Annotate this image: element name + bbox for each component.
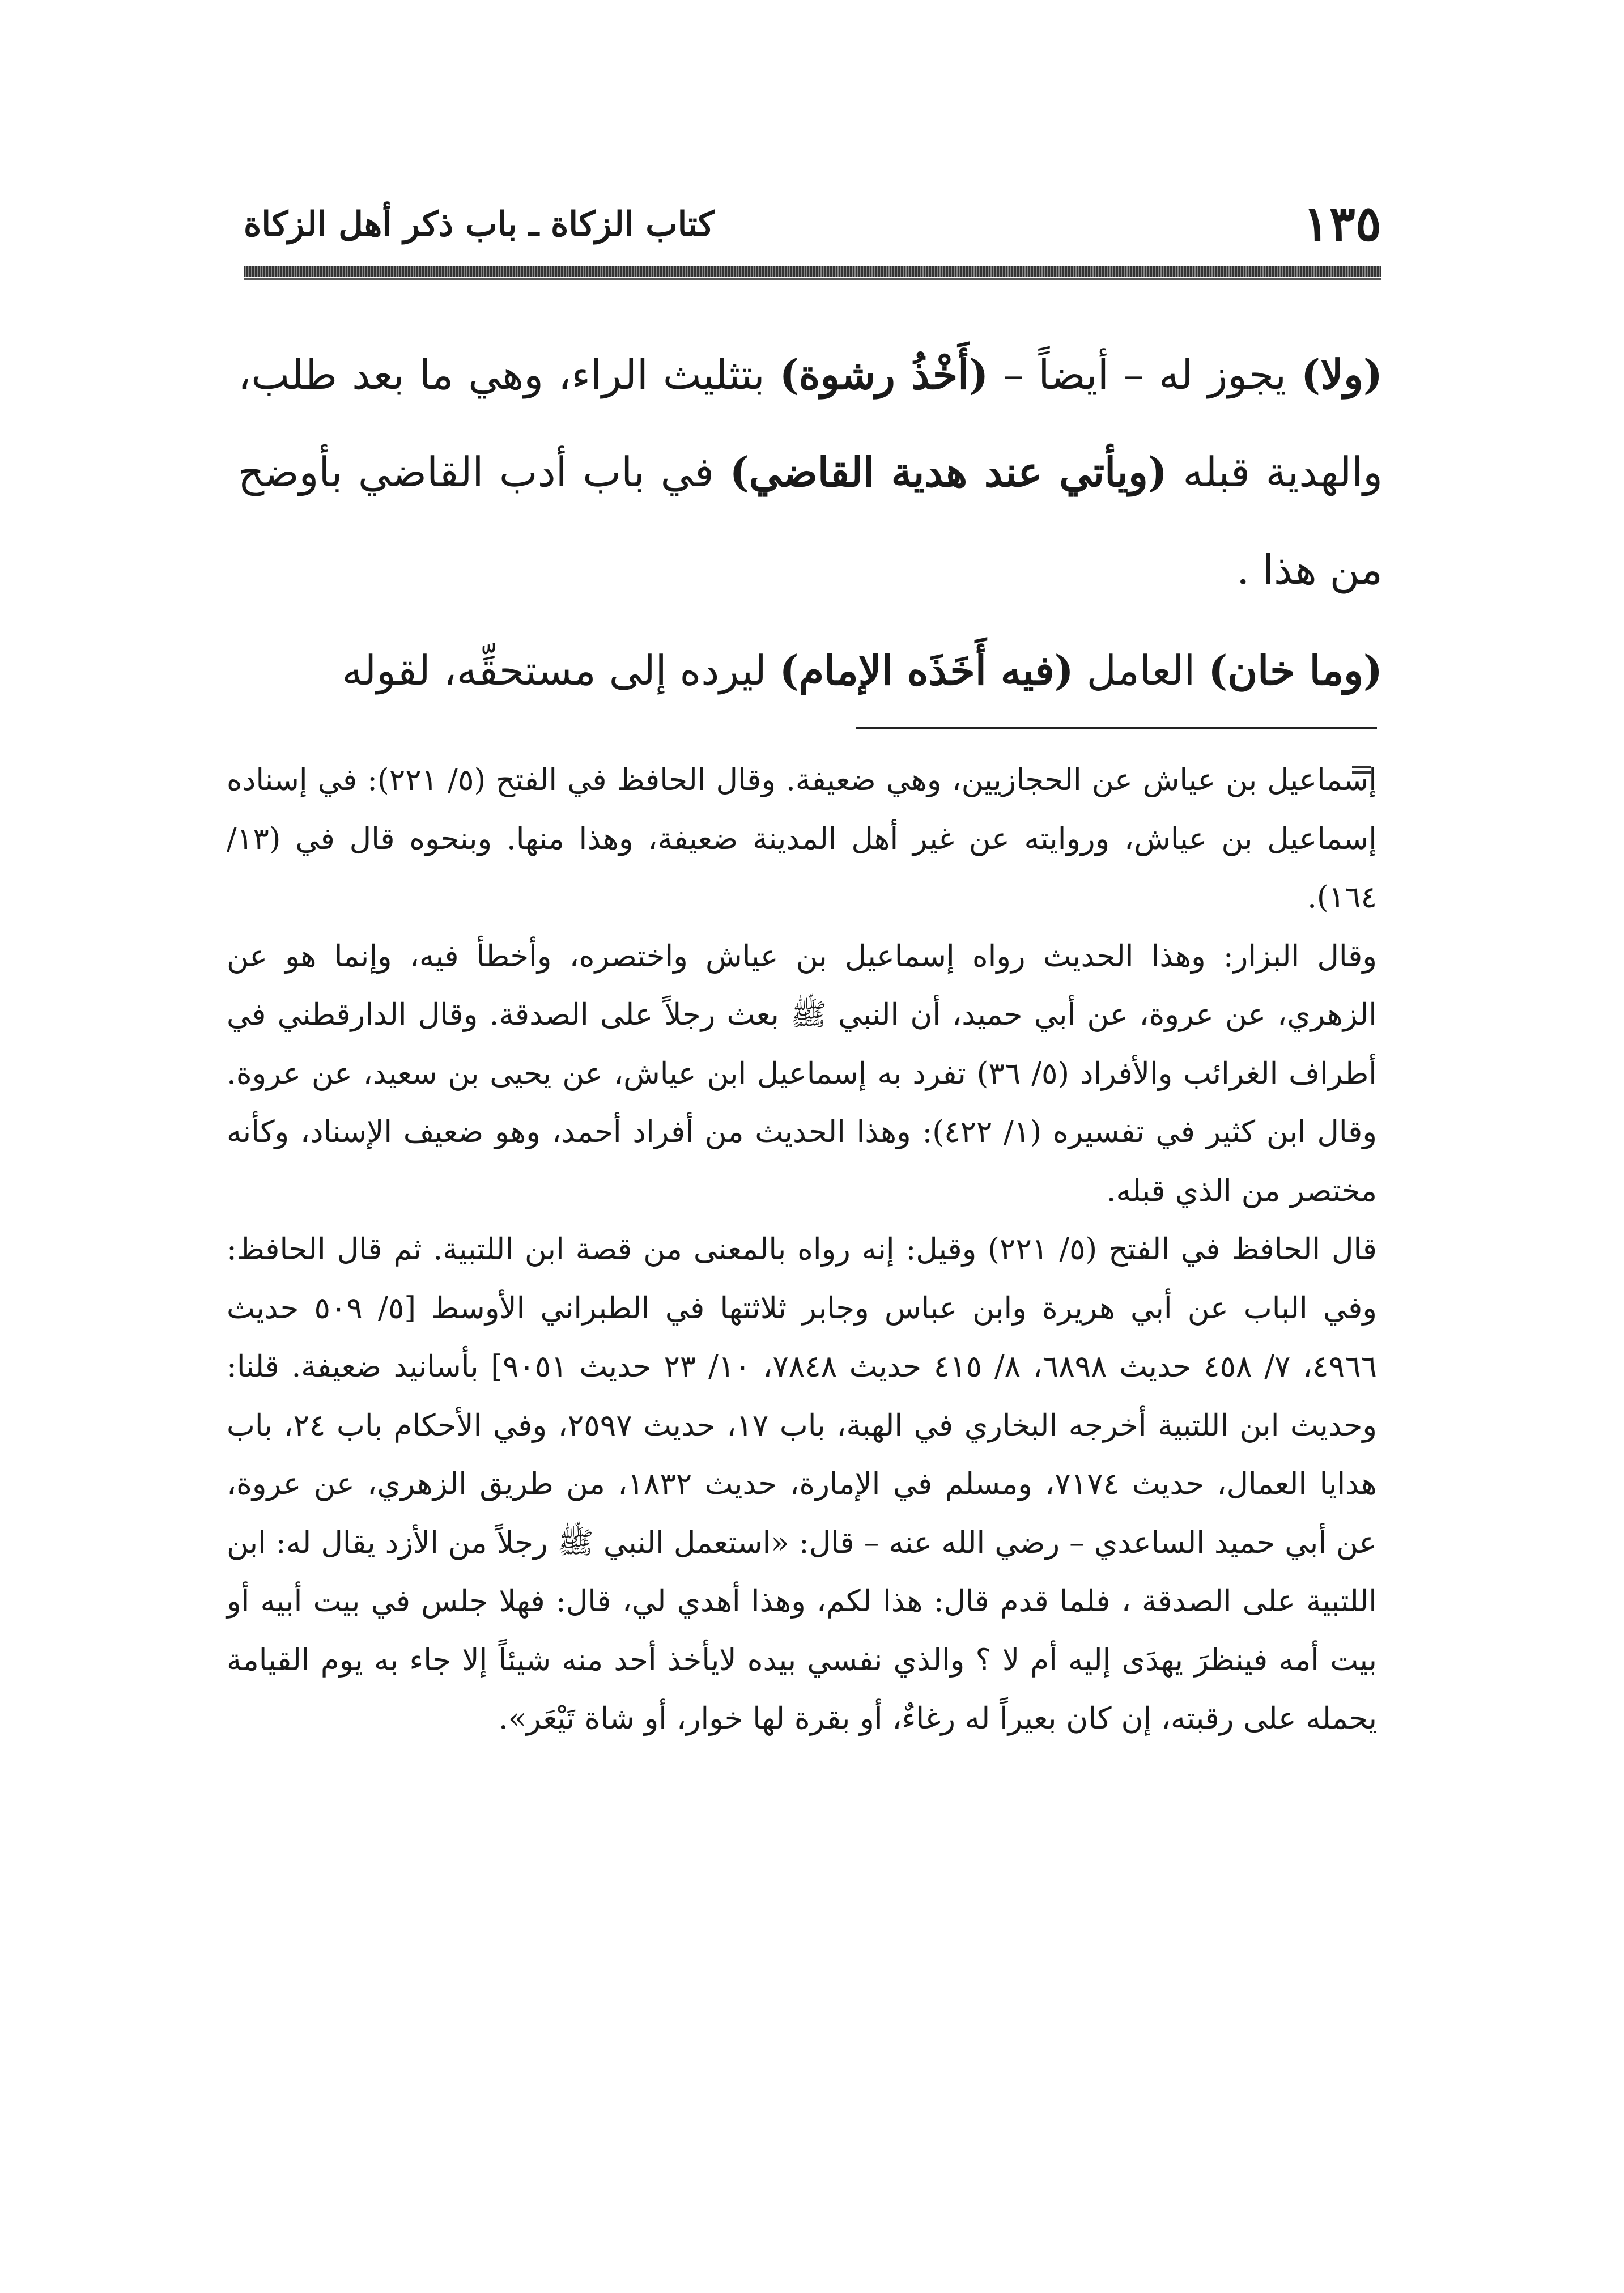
main-bold-phrase: (ويأتي عند هدية القاضي): [729, 448, 1167, 496]
main-paragraph: [238, 622, 1383, 719]
main-bold-phrase: (وما خان): [1208, 646, 1383, 694]
main-paragraph: [238, 326, 1383, 618]
footnote-paragraph: إسماعيل بن عياش عن الحجازيين، وهي ضعيفة. وقال الحافظ في الفتح (٥/ ٢٢١): في إسناده إسماعيل بن عياش، وروايته عن غير أهل المدينة ضعيفة، وهذا منها. وبنحوه قال في (١٣/ ١٦٤).: [227, 763, 1377, 915]
footnote-paragraph: وقال البزار: وهذا الحديث رواه إسماعيل بن عياش واختصره، وأخطأ فيه، وإنما هو عن الزهري، عن عروة، عن أبي حميد، أن النبي ﷺ بعث رجلاً على الصدقة. وقال الدارقطني في أطراف الغرائب والأفراد (٥/ ٣٦) تفرد به إسماعيل ابن عياش، عن يحيى بن سعيد، عن عروة. وقال ابن كثير في تفسيره (١/ ٤٢٢): وهذا الحديث من أفراد أحمد، وهو ضعيف الإسناد، وكأنه مختصر من الذي قبله.: [227, 939, 1377, 1208]
main-bold-phrase: (فيه أَخَذَه الإمام): [779, 646, 1074, 694]
footnote-separator: [856, 727, 1377, 729]
main-text-run: يجوز له – أيضاً –: [988, 351, 1302, 398]
main-text-run: ليرده إلى مستحقِّه، لقوله: [342, 647, 780, 694]
page-header: [244, 190, 1381, 264]
header-divider: [244, 266, 1381, 277]
main-text: [238, 326, 1383, 719]
main-text-run: العامل: [1073, 647, 1209, 694]
main-bold-phrase: (ولا): [1301, 350, 1383, 398]
main-bold-phrase: (أَخْذُ رشوة): [779, 350, 989, 398]
page-number: ١٣٥: [1303, 195, 1381, 252]
running-title: كتاب الزكاة ـ باب ذكر أهل الزكاة: [244, 205, 715, 244]
footnotes: [227, 751, 1377, 1748]
footnote-paragraph: قال الحافظ في الفتح (٥/ ٢٢١) وقيل: إنه رواه بالمعنى من قصة ابن اللتبية. ثم قال الحافظ: وفي الباب عن أبي هريرة وابن عباس وجابر ثلاثتها في الطبراني الأوسط [٥/ ٥٠٩ حديث ٤٩٦٦، ٧/ ٤٥٨ حديث ٦٨٩٨، ٨/ ٤١٥ حديث ٧٨٤٨، ١٠/ ٢٣ حديث ٩٠٥١] بأسانيد ضعيفة. قلنا: وحديث ابن اللتبية أخرجه البخاري في الهبة، باب ١٧، حديث ٢٥٩٧، وفي الأحكام باب ٢٤، باب هدايا العمال، حديث ٧١٧٤، ومسلم في الإمارة، حديث ١٨٣٢، من طريق الزهري، عن عروة، عن أبي حميد الساعدي – رضي الله عنه – قال: «استعمل النبي ﷺ رجلاً من الأزد يقال له: ابن اللتبية على الصدقة ، فلما قدم قال: هذا لكم، وهذا أهدي لي، قال: فهلا جلس في بيت أبيه أو بيت أمه فينظرَ يهدَى إليه أم لا ؟ والذي نفسي بيده لايأخذ أحد منه شيئاً إلا جاء به يوم القيامة يحمله على رقبته، إن كان بعيراً له رغاءٌ، أو بقرة لها خوار، أو شاة تَيْعَر».: [227, 1232, 1378, 1736]
main-text-run: بتثليث الراء، وهي ما بعد طلب، والهدية قبله: [238, 351, 1383, 496]
main-text-run: في باب أدب القاضي بأوضح من هذا .: [238, 448, 1383, 593]
